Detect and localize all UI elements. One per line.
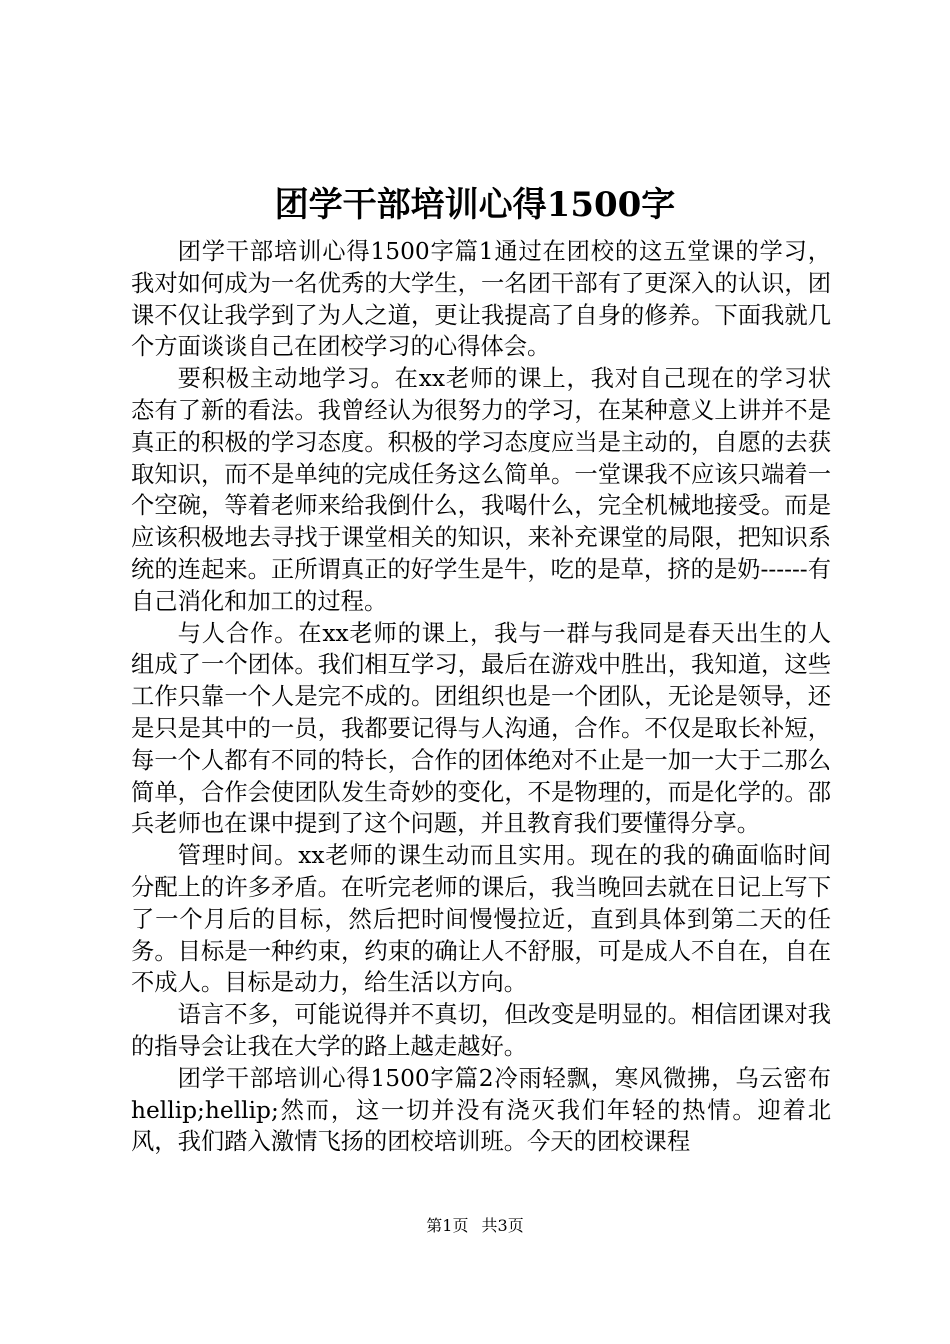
paragraph: 团学干部培训心得1500字篇2冷雨轻飘，寒风微拂，乌云密布hellip;hellip;然而，这一切并没有浇灭我们年轻的热情。迎着北风，我们踏入激情飞扬的团校培训班。今天的团校课程 — [131, 1064, 831, 1156]
paragraph: 与人合作。在xx老师的课上，我与一群与我同是春天出生的人组成了一个团体。我们相互学习，最后在游戏中胜出，我知道，这些工作只靠一个人是完不成的。团组织也是一个团队，无论是领导，还是只是其中的一员，我都要记得与人沟通，合作。不仅是取长补短，每一个人都有不同的特长，合作的团体绝对不止是一加一大于二那么简单，合作会使团队发生奇妙的变化，不是物理的，而是化学的。邵兵老师也在课中提到了这个问题，并且教育我们要懂得分享。 — [131, 619, 831, 838]
paragraph: 语言不多，可能说得并不真切，但改变是明显的。相信团课对我的指导会让我在大学的路上越走越好。 — [131, 1001, 831, 1060]
paragraph: 管理时间。xx老师的课生动而且实用。现在的我的确面临时间分配上的许多矛盾。在听完老师的课后，我当晚回去就在日记上写下了一个月后的目标，然后把时间慢慢拉近，直到具体到第二天的任务。目标是一种约束，约束的确让人不舒服，可是成人不自在，自在不成人。目标是动力，给生活以方向。 — [131, 842, 831, 997]
page-total: 共3页 — [481, 1216, 524, 1235]
paragraph: 团学干部培训心得1500字篇1通过在团校的这五堂课的学习，我对如何成为一名优秀的大学生，一名团干部有了更深入的认识，团课不仅让我学到了为人之道，更让我提高了自身的修养。下面我就几个方面谈谈自己在团校学习的心得体会。 — [131, 238, 831, 361]
document-body — [131, 236, 831, 1158]
document-title: 团学干部培训心得1500字 — [274, 185, 676, 225]
page-footer — [0, 1214, 950, 1238]
page-number: 第1页 — [426, 1216, 469, 1235]
paragraph: 要积极主动地学习。在xx老师的课上，我对自己现在的学习状态有了新的看法。我曾经认为很努力的学习，在某种意义上讲并不是真正的积极的学习态度。积极的学习态度应当是主动的，自愿的去获取知识，而不是单纯的完成任务这么简单。一堂课我不应该只端着一个空碗，等着老师来给我倒什么，我喝什么，完全机械地接受。而是应该积极地去寻找于课堂相关的知识，来补充课堂的局限，把知识系统的连起来。正所谓真正的好学生是牛，吃的是草，挤的是奶------有自己消化和加工的过程。 — [131, 365, 831, 615]
